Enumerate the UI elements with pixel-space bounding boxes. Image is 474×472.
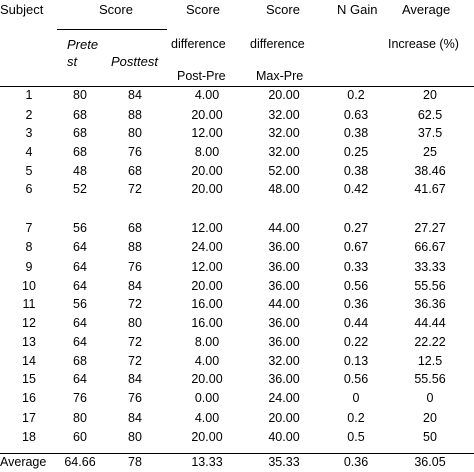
cell-pretest: 68	[73, 354, 87, 368]
header-pretest-line1: Prete	[67, 37, 99, 52]
cell-n-gain: 0.63	[343, 108, 369, 122]
cell-diff-max-pre: 32.00	[268, 108, 300, 122]
cell-increase: 62.5	[417, 108, 443, 122]
cell-posttest: 88	[128, 108, 142, 122]
cell-n-gain: 0.36	[343, 297, 369, 311]
cell-subject: 6	[25, 182, 33, 196]
cell-diff-post-pre: 20.00	[191, 182, 223, 196]
cell-n-gain: 0.13	[343, 354, 369, 368]
cell-diff-post-pre: 20.00	[191, 279, 223, 293]
cell-subject: 13	[22, 335, 36, 349]
cell-pretest: 64	[73, 240, 87, 254]
cell-diff-max-pre: 44.00	[268, 221, 300, 235]
cell-diff-post-pre: 4.00	[194, 411, 220, 425]
cell-diff-post-pre: 4.00	[194, 88, 220, 102]
cell-posttest: 84	[128, 88, 142, 102]
cell-pretest: 64	[73, 372, 87, 386]
cell-diff-max-pre: 36.00	[268, 316, 300, 330]
cell-increase: 44.44	[414, 316, 446, 330]
cell-increase: 27.27	[414, 221, 446, 235]
cell-subject: 5	[25, 164, 33, 178]
cell-posttest: 84	[128, 411, 142, 425]
cell-n-gain: 0.2	[347, 88, 365, 102]
header-score-diff-2: Score	[266, 2, 300, 17]
average-rule	[0, 453, 474, 454]
cell-diff-max-pre: 20.00	[268, 411, 300, 425]
cell-posttest: 76	[128, 145, 142, 159]
cell-diff-post-pre: 8.00	[194, 145, 220, 159]
cell-increase: 66.67	[414, 240, 446, 254]
cell-posttest: 80	[128, 316, 142, 330]
cell-pretest: 52	[73, 182, 87, 196]
cell-subject: 11	[22, 297, 36, 311]
cell-diff-post-pre: 16.00	[191, 297, 223, 311]
cell-increase: 22.22	[414, 335, 446, 349]
cell-subject: 4	[25, 145, 33, 159]
header-score: Score	[99, 2, 133, 17]
average-pre: 64.66	[64, 455, 96, 469]
cell-increase: 37.5	[417, 126, 443, 140]
cell-posttest: 76	[128, 260, 142, 274]
cell-diff-post-pre: 12.00	[191, 221, 223, 235]
cell-posttest: 84	[128, 372, 142, 386]
cell-diff-max-pre: 32.00	[268, 145, 300, 159]
cell-diff-post-pre: 8.00	[194, 335, 220, 349]
cell-diff-post-pre: 16.00	[191, 316, 223, 330]
cell-diff-post-pre: 0.00	[194, 391, 220, 405]
cell-diff-max-pre: 32.00	[268, 126, 300, 140]
header-subject: Subject	[0, 2, 44, 17]
cell-diff-max-pre: 40.00	[268, 430, 300, 444]
average-diff-post-pre: 13.33	[191, 455, 223, 469]
cell-n-gain: 0.2	[347, 411, 365, 425]
cell-subject: 9	[25, 260, 33, 274]
cell-n-gain: 0.56	[343, 279, 369, 293]
cell-pretest: 64	[73, 335, 87, 349]
average-increase: 36.05	[414, 455, 446, 469]
cell-n-gain: 0.67	[343, 240, 369, 254]
header-pretest-line2: st	[67, 54, 78, 69]
cell-subject: 10	[22, 279, 36, 293]
cell-subject: 14	[22, 354, 36, 368]
cell-subject: 3	[25, 126, 33, 140]
cell-subject: 2	[25, 108, 33, 122]
cell-pretest: 68	[73, 145, 87, 159]
cell-diff-post-pre: 12.00	[191, 260, 223, 274]
cell-pretest: 68	[73, 126, 87, 140]
cell-n-gain: 0.33	[343, 260, 369, 274]
cell-increase: 20	[423, 88, 437, 102]
score-group-rule	[57, 29, 167, 30]
cell-diff-max-pre: 32.00	[268, 354, 300, 368]
header-difference-2: difference	[250, 37, 305, 51]
cell-posttest: 68	[128, 221, 142, 235]
cell-increase: 12.5	[417, 354, 443, 368]
cell-posttest: 80	[128, 430, 142, 444]
cell-n-gain: 0.38	[343, 164, 369, 178]
cell-diff-max-pre: 36.00	[268, 335, 300, 349]
header-max-pre: Max-Pre	[256, 69, 304, 83]
cell-diff-max-pre: 24.00	[268, 391, 300, 405]
cell-subject: 7	[25, 221, 33, 235]
cell-diff-max-pre: 20.00	[268, 88, 300, 102]
cell-increase: 38.46	[414, 164, 446, 178]
cell-diff-max-pre: 52.00	[268, 164, 300, 178]
cell-subject: 1	[25, 88, 33, 102]
cell-n-gain: 0.25	[343, 145, 369, 159]
cell-n-gain: 0	[352, 391, 360, 405]
cell-diff-max-pre: 48.00	[268, 182, 300, 196]
cell-increase: 36.36	[414, 297, 446, 311]
header-posttest: Posttest	[111, 54, 158, 69]
cell-n-gain: 0.27	[343, 221, 369, 235]
cell-subject: 17	[22, 411, 36, 425]
cell-increase: 55.56	[414, 279, 446, 293]
header-increase: Increase (%)	[388, 37, 459, 51]
cell-n-gain: 0.5	[347, 430, 365, 444]
cell-posttest: 84	[128, 279, 142, 293]
cell-n-gain: 0.44	[343, 316, 369, 330]
cell-diff-post-pre: 20.00	[191, 108, 223, 122]
average-label: Average	[0, 455, 47, 469]
cell-pretest: 60	[73, 430, 87, 444]
cell-subject: 15	[22, 372, 36, 386]
cell-diff-max-pre: 36.00	[268, 372, 300, 386]
cell-pretest: 80	[73, 411, 87, 425]
cell-diff-post-pre: 20.00	[191, 372, 223, 386]
cell-diff-max-pre: 44.00	[268, 297, 300, 311]
cell-posttest: 72	[128, 354, 142, 368]
cell-increase: 25	[423, 145, 437, 159]
cell-posttest: 72	[128, 182, 142, 196]
cell-posttest: 72	[128, 335, 142, 349]
cell-diff-max-pre: 36.00	[268, 260, 300, 274]
cell-increase: 0	[426, 391, 434, 405]
cell-pretest: 68	[73, 108, 87, 122]
cell-subject: 8	[25, 240, 33, 254]
cell-diff-post-pre: 12.00	[191, 126, 223, 140]
cell-posttest: 72	[128, 297, 142, 311]
cell-diff-max-pre: 36.00	[268, 279, 300, 293]
cell-posttest: 88	[128, 240, 142, 254]
cell-n-gain: 0.22	[343, 335, 369, 349]
cell-pretest: 64	[73, 279, 87, 293]
header-rule	[0, 86, 474, 87]
cell-n-gain: 0.38	[343, 126, 369, 140]
cell-pretest: 76	[73, 391, 87, 405]
header-average: Average	[402, 2, 451, 17]
cell-diff-post-pre: 4.00	[194, 354, 220, 368]
cell-pretest: 56	[73, 297, 87, 311]
cell-pretest: 48	[73, 164, 87, 178]
average-n-gain: 0.36	[343, 455, 369, 469]
average-diff-max-pre: 35.33	[268, 455, 300, 469]
cell-diff-post-pre: 20.00	[191, 430, 223, 444]
cell-increase: 55.56	[414, 372, 446, 386]
header-difference-1: difference	[171, 37, 226, 51]
cell-increase: 50	[423, 430, 437, 444]
cell-diff-post-pre: 24.00	[191, 240, 223, 254]
cell-subject: 12	[22, 316, 36, 330]
cell-pretest: 80	[73, 88, 87, 102]
cell-posttest: 80	[128, 126, 142, 140]
cell-diff-post-pre: 20.00	[191, 164, 223, 178]
cell-pretest: 64	[73, 316, 87, 330]
header-post-pre: Post-Pre	[177, 69, 226, 83]
cell-pretest: 64	[73, 260, 87, 274]
cell-subject: 16	[22, 391, 36, 405]
cell-n-gain: 0.56	[343, 372, 369, 386]
cell-posttest: 76	[128, 391, 142, 405]
cell-increase: 41.67	[414, 182, 446, 196]
header-score-diff-1: Score	[186, 2, 220, 17]
cell-posttest: 68	[128, 164, 142, 178]
cell-increase: 20	[423, 411, 437, 425]
header-n-gain: N Gain	[337, 2, 378, 17]
cell-pretest: 56	[73, 221, 87, 235]
cell-subject: 18	[22, 430, 36, 444]
cell-increase: 33.33	[414, 260, 446, 274]
cell-diff-max-pre: 36.00	[268, 240, 300, 254]
cell-n-gain: 0.42	[343, 182, 369, 196]
average-post: 78	[128, 455, 142, 469]
